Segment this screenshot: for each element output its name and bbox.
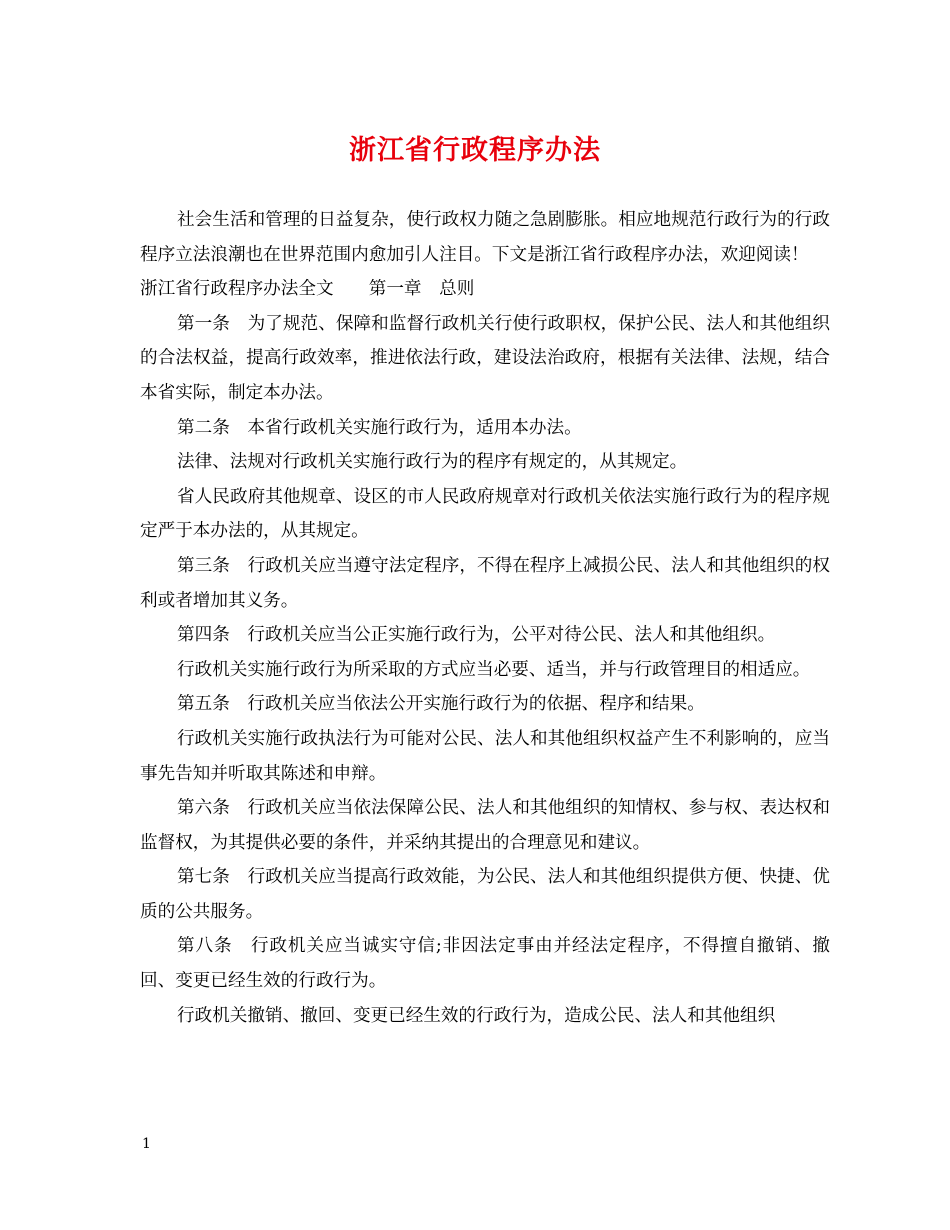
paragraph: 第七条 行政机关应当提高行政效能，为公民、法人和其他组织提供方便、快捷、优质的公共服务。 <box>140 867 830 922</box>
paragraph: 第四条 行政机关应当公正实施行政行为，公平对待公民、法人和其他组织。 <box>177 625 776 646</box>
paragraph: 社会生活和管理的日益复杂，使行政权力随之急剧膨胀。相应地规范行政行为的行政程序立法浪潮也在世界范围内愈加引人注目。下文是浙江省行政程序办法，欢迎阅读！ <box>140 210 830 265</box>
paragraph: 第一条 为了规范、保障和监督行政机关行使行政职权，保护公民、法人和其他组织的合法权益，提高行政效率，推进依法行政，建设法治政府，根据有关法律、法规，结合本省实际，制定本办法。 <box>140 313 830 403</box>
page-number: 1 <box>142 1136 151 1152</box>
paragraph: 行政机关实施行政执法行为可能对公民、法人和其他组织权益产生不利影响的，应当事先告知并听取其陈述和申辩。 <box>140 728 830 784</box>
paragraph: 第二条 本省行政机关实施行政行为，适用本办法。 <box>177 417 582 438</box>
paragraph: 浙江省行政程序办法全文 第一章 总则 <box>140 279 475 300</box>
paragraph: 第六条 行政机关应当依法保障公民、法人和其他组织的知情权、参与权、表达权和监督权，为其提供必要的条件，并采纳其提出的合理意见和建议。 <box>140 798 830 853</box>
paragraph: 第三条 行政机关应当遵守法定程序，不得在程序上减损公民、法人和其他组织的权利或者增加其义务。 <box>140 555 830 611</box>
paragraph: 行政机关实施行政行为所采取的方式应当必要、适当，并与行政管理目的相适应。 <box>177 659 811 680</box>
document-title: 浙江省行政程序办法 <box>349 135 601 166</box>
paragraph: 法律、法规对行政机关实施行政行为的程序有规定的，从其规定。 <box>177 452 688 473</box>
paragraph: 省人民政府其他规章、设区的市人民政府规章对行政机关依法实施行政行为的程序规定严于本办法的，从其规定。 <box>140 486 830 542</box>
document-body <box>140 203 830 1033</box>
paragraph: 行政机关撤销、撤回、变更已经生效的行政行为，造成公民、法人和其他组织 <box>177 1005 776 1026</box>
paragraph: 第五条 行政机关应当依法公开实施行政行为的依据、程序和结果。 <box>177 694 705 715</box>
paragraph: 第八条 行政机关应当诚实守信;非因法定事由并经法定程序，不得擅自撤销、撤回、变更已经生效的行政行为。 <box>140 936 830 992</box>
